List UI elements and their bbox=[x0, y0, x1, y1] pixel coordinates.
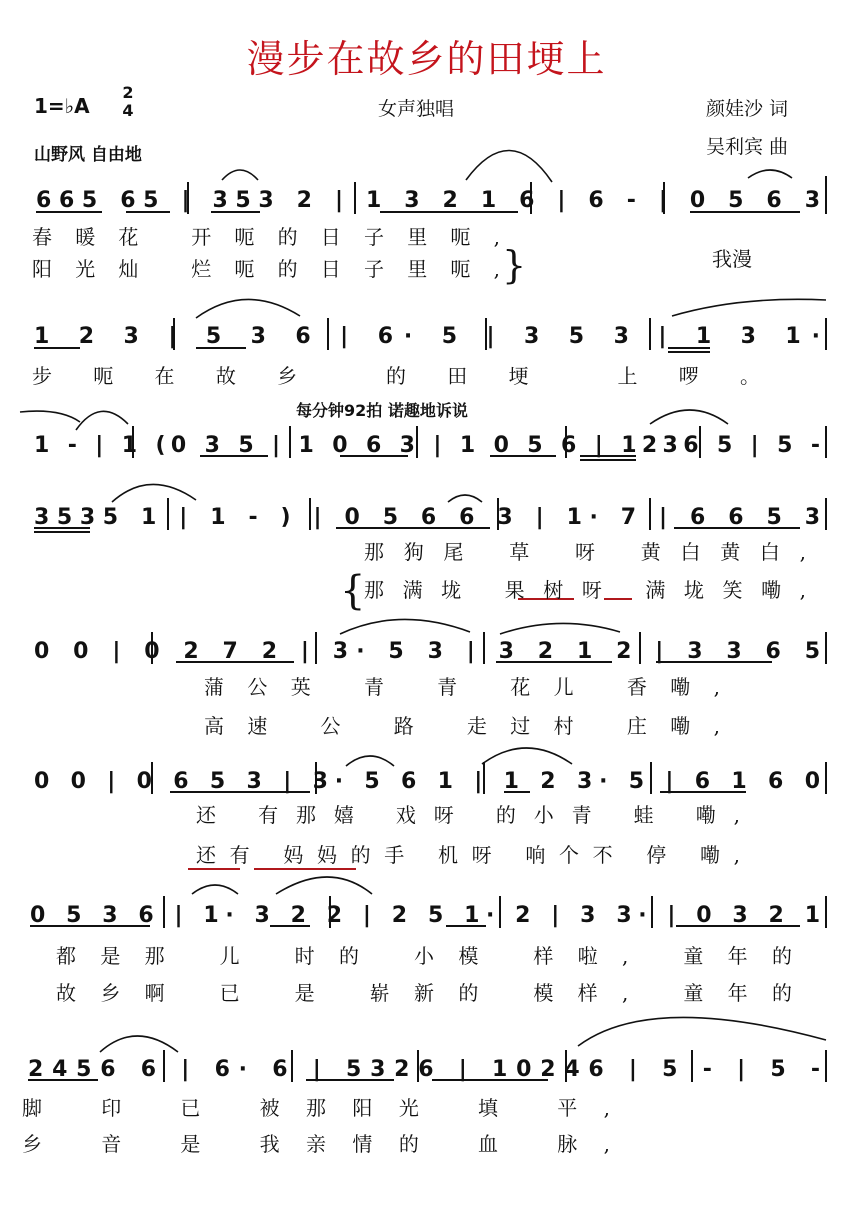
time-signature-top: 2 bbox=[122, 83, 134, 102]
key-signature: 1=♭A bbox=[34, 94, 90, 118]
composer-credit: 吴利宾 曲 bbox=[706, 136, 789, 158]
time-signature-bottom: 4 bbox=[122, 101, 134, 120]
lyric-line-6-2: 还有 妈妈的手 机呀 响个不 停 嘞, bbox=[196, 843, 741, 867]
side-lyric: 我漫 bbox=[712, 247, 752, 271]
note-row-5: 0 0 | 0 2 7 2 | 3· 5 3 | 3 2 1 2 | 3 3 6 5 bbox=[34, 639, 820, 664]
lyric-line-4-2: 那满垅 果树呀 满垅笑嘞, bbox=[364, 578, 806, 602]
lyricist-credit: 颜娃沙 词 bbox=[706, 98, 789, 120]
note-row-7: 0 5 3 6 | 1· 3 2 2 | 2 5 1· 2 | 3 3· | 0 3 2 1 bbox=[30, 903, 820, 928]
note-row-6: 0 0 | 0 6 5 3 | 3· 5 6 1 | 1 2 3· 5 | 6 1 6 0 bbox=[34, 769, 821, 794]
lyric-line-1-1: 春暖花 开呃的日子里呃, bbox=[32, 225, 500, 249]
note-row-2: 1 2 3 | 5 3 6 | 6· 5 | 3 5 3 | 1 3 1· bbox=[34, 324, 820, 349]
lyric-line-4-1: 那狗尾 草 呀 黄白黄白, bbox=[364, 540, 806, 564]
lyric-line-7-1: 都是那 儿 时的 小模 样啦, 童年的 bbox=[56, 944, 792, 968]
lyric-line-8-2: 乡 音 是 我亲情的 血 脉, bbox=[22, 1132, 610, 1156]
tempo-change-marking: 每分钟92拍 诺趣地诉说 bbox=[296, 401, 468, 420]
page-title: 漫步在故乡的田埂上 bbox=[246, 37, 607, 81]
lyric-line-6-1: 还 有那嬉 戏呀 的小青 蛙 嘞, bbox=[196, 803, 740, 827]
lyric-line-1-2: 阳光灿 烂呃的日子里呃, bbox=[32, 257, 500, 281]
lyric-line-2-1: 步呃在故乡 的田埂 上啰。 bbox=[32, 364, 760, 388]
verse-brace-left: { bbox=[340, 568, 366, 614]
lyric-line-8-1: 脚 印 已 被那阳光 填 平, bbox=[22, 1096, 610, 1120]
performer-label: 女声独唱 bbox=[378, 98, 455, 120]
lyric-line-7-2: 故乡啊 已 是 崭新的 模样, 童年的 bbox=[56, 981, 792, 1005]
note-row-1: 665 65 | 353 2 | 1 3 2 1 6 | 6 - | 0 5 6 3 bbox=[36, 188, 820, 213]
lyric-rows bbox=[22, 225, 806, 1156]
note-row-3: 1 - | 1 (0 3 5 | 1 0 6 3 | 1 0 5 6 | 1236 5 | 5 - bbox=[34, 433, 821, 458]
note-row-4: 3535 1 | 1 - ) | 0 5 6 6 3 | 1· 7 | 6 6 5 3 bbox=[34, 505, 820, 530]
lyric-line-5-2: 高速 公 路 走过村 庄嘞, bbox=[204, 714, 720, 738]
tempo-marking: 山野风 自由地 bbox=[34, 145, 142, 165]
lyric-line-5-1: 蒲公英 青 青 花儿 香嘞, bbox=[204, 675, 720, 699]
verse-brace-right: } bbox=[502, 243, 527, 287]
note-row-8: 2456 6 | 6· 6 | 5326 | 10246 | 5 - | 5 - bbox=[28, 1057, 821, 1082]
